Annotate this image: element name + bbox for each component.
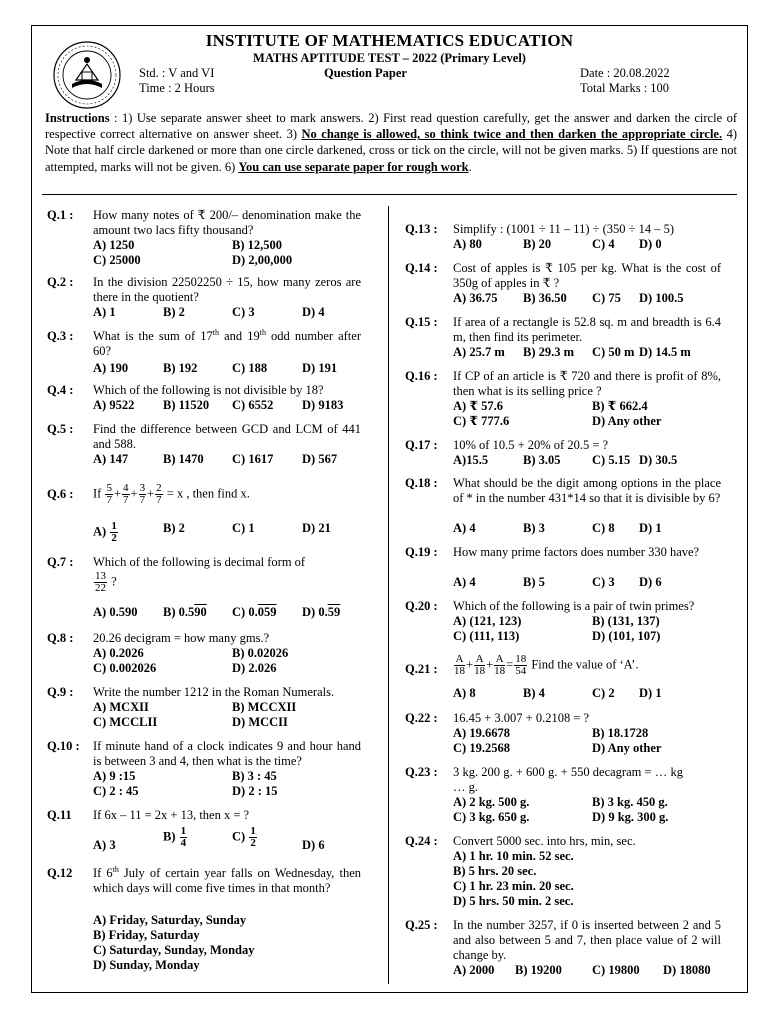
question-text-part: odd number after 60? — [93, 329, 361, 358]
question-text: 3 kg. 200 g. + 600 g. + 550 decagram = … kg … g. — [453, 765, 683, 794]
option-a: A) (121, 123) — [453, 614, 522, 628]
option-b: B) 1470 — [163, 452, 204, 466]
superscript: th — [259, 327, 266, 337]
option-d: D) 6 — [639, 575, 662, 589]
fraction — [474, 654, 485, 677]
superscript: th — [212, 327, 220, 337]
question-number: Q.15 : — [405, 315, 438, 329]
option-b: B) 36.50 — [523, 291, 567, 305]
fraction — [139, 483, 147, 506]
option-d: D) 1 — [639, 686, 662, 700]
question-text: 20.26 decigram = how many gms.? — [93, 631, 270, 645]
option-a: A) 36.75 — [453, 291, 498, 305]
option-a: A) 8 — [453, 686, 476, 700]
option-d: D) 6 — [302, 838, 325, 852]
option-c: C) 75 — [592, 291, 621, 305]
option-b: B) 3.05 — [523, 453, 561, 467]
option-d: D) Sunday, Monday — [93, 958, 200, 972]
question-text: If CP of an article is ₹ 720 and there is profit of 8%, then what is its selling price ? — [453, 369, 721, 398]
option-b: B) MCCXII — [232, 700, 297, 714]
question-text: 16.45 + 3.007 + 0.2108 = ? — [453, 711, 590, 725]
option-b — [163, 605, 207, 620]
numerator: A — [495, 653, 504, 665]
header-divider — [42, 194, 737, 195]
fraction — [249, 826, 257, 849]
question-text: Convert 5000 sec. into hrs, min, sec. — [453, 834, 636, 848]
denominator: 7 — [156, 494, 162, 506]
question-text: Find the difference between GCD and LCM of 441 and 588. — [93, 422, 361, 451]
instructions — [45, 110, 737, 175]
option-label: A) — [93, 524, 107, 539]
denominator: 4 — [180, 837, 187, 849]
fraction — [514, 654, 527, 677]
denominator: 7 — [139, 494, 146, 506]
option-c: C) 0.002026 — [93, 661, 157, 675]
repeating-digits: 59 — [327, 605, 341, 619]
question-number: Q.22 : — [405, 711, 438, 725]
total-marks-label: Total Marks : 100 — [580, 81, 670, 95]
option-a: A) 1 hr. 10 min. 52 sec. — [453, 849, 574, 863]
option-d: D) 2 : 15 — [232, 784, 278, 798]
option-d: D) 100.5 — [639, 291, 684, 305]
question-text: Which of the following is a pair of twin primes? — [453, 599, 695, 613]
question-number: Q.5 : — [47, 422, 74, 436]
option-a: A) 0.590 — [93, 605, 138, 619]
option-c: C) MCCLII — [93, 715, 158, 729]
standard-label: Std. : V and VI — [139, 66, 215, 80]
question-text: If area of a rectangle is 52.8 sq. m and breadth is 6.4 m, then find its perimeter. — [453, 315, 721, 344]
option-label: B) — [163, 829, 176, 844]
option-c: C) 19.2568 — [453, 741, 510, 755]
question-number: Q.16 : — [405, 369, 438, 383]
option-a: A) Friday, Saturday, Sunday — [93, 913, 247, 927]
option-text: D) 0. — [302, 605, 328, 619]
question-text-part: Find the value of ‘A’. — [528, 657, 639, 672]
option-b: B) 2 — [163, 305, 185, 319]
fraction — [180, 826, 188, 849]
option-b: B) 5 — [523, 575, 545, 589]
option-c: C) 3 — [592, 575, 615, 589]
option-a: A) 25.7 m — [453, 345, 505, 359]
option-text: C) 0. — [232, 605, 258, 619]
option-a: A) 19.6678 — [453, 726, 510, 740]
question-number: Q.17 : — [405, 438, 438, 452]
question-number: Q.19 : — [405, 545, 438, 559]
fraction — [105, 483, 113, 506]
fraction — [110, 521, 118, 544]
question-text: $\frac{A}{18}$ + $\frac{A}{18}$ + $\frac{A}{18}$ = $\frac{18}{54}$ Find the value of ‘A’. — [454, 653, 639, 677]
option-label: C) — [232, 829, 246, 844]
question-number: Q.2 : — [47, 275, 74, 289]
question-text: Simplify : (1001 ÷ 11 – 11) ÷ (350 ÷ 14 – 5) — [453, 222, 675, 236]
option-a: A) 9522 — [93, 398, 135, 412]
question-text: How many prime factors does number 330 have? — [453, 545, 700, 559]
question-number: Q.9 : — [47, 685, 74, 699]
question-number: Q.4 : — [47, 383, 74, 397]
instructions-text-1: : 1) Use separate answer sheet to mark answers. 2) First read question carefully, get the answer and darken the circle of respective correct alternative on answer sheet. 3) — [45, 111, 737, 142]
question-text: In the division 22502250 ÷ 15, how many zeros are there in the quotient? — [93, 275, 361, 304]
option-a: A) 3 — [93, 838, 116, 852]
question-text-part: and 19 — [219, 329, 260, 343]
option-d: D) 9183 — [302, 398, 344, 412]
option-b: B) 3 : 45 — [232, 769, 277, 783]
fraction — [494, 654, 505, 677]
option-d: D) 5 hrs. 50 min. 2 sec. — [453, 894, 574, 908]
question-number: Q.10 : — [47, 739, 80, 753]
question-number: Q.23 : — [405, 765, 438, 779]
option-c: C) 3 kg. 650 g. — [453, 810, 530, 824]
option-c — [232, 826, 258, 849]
option-c: C) 2 — [592, 686, 615, 700]
question-text: 10% of 10.5 + 20% of 20.5 = ? — [453, 438, 609, 452]
time-label: Time : 2 Hours — [139, 81, 215, 95]
fraction — [94, 571, 107, 594]
option-a: A) 0.2026 — [93, 646, 144, 660]
option-a: A) 147 — [93, 452, 129, 466]
option-d: D) 191 — [302, 361, 338, 375]
question-number: Q.25 : — [405, 918, 438, 932]
question-text: What should be the digit among options in the place of * in the number 431*14 so that it is divisible by 6? — [453, 476, 721, 505]
option-text: B) 0.5 — [163, 605, 195, 619]
numerator: 2 — [156, 482, 162, 494]
option-d: D) 1 — [639, 521, 662, 535]
option-d: D) MCCII — [232, 715, 288, 729]
instructions-emphasis-1: No change is allowed, so think twice and then darken the appropriate circle. — [301, 127, 723, 142]
date-label: Date : 20.08.2022 — [580, 66, 670, 80]
option-b — [163, 826, 188, 849]
option-b: B) 12,500 — [232, 238, 282, 252]
option-d: D) 0 — [639, 237, 662, 251]
option-d: D) 4 — [302, 305, 325, 319]
option-d: D) 567 — [302, 452, 338, 466]
option-b: B) 4 — [523, 686, 545, 700]
option-b: B) 5 hrs. 20 sec. — [453, 864, 537, 878]
option-a: A) 4 — [453, 575, 476, 589]
column-divider — [388, 206, 389, 984]
instructions-label: Instructions — [45, 111, 110, 125]
instructions-text-3: . — [468, 159, 472, 174]
question-text-part: July of certain year falls on Wednesday, then which days will come five times in that month? — [93, 866, 362, 895]
option-c: C) 19800 — [592, 963, 640, 977]
question-text — [93, 329, 361, 359]
option-a: A) 2 kg. 500 g. — [453, 795, 530, 809]
option-c: C) 5.15 — [592, 453, 631, 467]
option-c: C) 188 — [232, 361, 268, 375]
option-a: A) ₹ 57.6 — [453, 399, 504, 413]
option-c: C) ₹ 777.6 — [453, 414, 510, 428]
option-a — [93, 521, 119, 544]
question-number: Q.6 : — [47, 487, 74, 501]
question-number: Q.18 : — [405, 476, 438, 490]
option-b: B) 11520 — [163, 398, 210, 412]
superscript: th — [112, 864, 119, 874]
option-d: D) 9 kg. 300 g. — [592, 810, 669, 824]
repeating-digits: 90 — [194, 605, 207, 619]
question-number: Q.12 — [47, 866, 73, 880]
option-d: D) 21 — [302, 521, 331, 535]
question-text-part: = x , then find x. — [163, 486, 250, 501]
numerator: 18 — [515, 653, 527, 665]
option-d: D) Any other — [592, 741, 662, 755]
option-a: A) 1 — [93, 305, 116, 319]
option-a: A)15.5 — [453, 453, 489, 467]
numerator: 3 — [139, 482, 146, 494]
fraction — [155, 483, 163, 506]
option-c: C) 1617 — [232, 452, 274, 466]
test-subtitle: MATHS APTITUDE TEST – 2022 (Primary Level) — [253, 51, 526, 65]
option-c: C) 50 m — [592, 345, 635, 359]
option-b: B) 0.02026 — [232, 646, 289, 660]
option-d: D) 2.026 — [232, 661, 277, 675]
option-d: D) Any other — [592, 414, 662, 428]
option-a: A) 2000 — [453, 963, 495, 977]
question-text: Write the number 1212 in the Roman Numerals. — [93, 685, 335, 699]
option-a: A) 190 — [93, 361, 129, 375]
option-a: A) 4 — [453, 521, 476, 535]
option-b: B) 18.1728 — [592, 726, 649, 740]
option-c: C) 1 — [232, 521, 255, 535]
option-b: B) 19200 — [515, 963, 562, 977]
option-c: C) 3 — [232, 305, 255, 319]
denominator: 2 — [111, 532, 117, 544]
question-number: Q.8 : — [47, 631, 74, 645]
numerator: 1 — [111, 520, 117, 532]
paper-label: Question Paper — [324, 66, 407, 80]
denominator: 2 — [250, 837, 256, 849]
question-text-part: What is the sum of 17 — [93, 329, 213, 343]
denominator: 7 — [123, 494, 129, 506]
option-d: D) 14.5 m — [639, 345, 691, 359]
numerator: 5 — [106, 482, 112, 494]
option-d — [302, 605, 340, 620]
question-number: Q.11 — [47, 808, 72, 822]
option-d: D) 18080 — [663, 963, 711, 977]
option-c: C) 25000 — [93, 253, 141, 267]
question-text: How many notes of ₹ 200/– denomination make the amount two lacs fifty thousand? — [93, 208, 361, 237]
option-d: D) (101, 107) — [592, 629, 661, 643]
numerator: 4 — [123, 482, 129, 494]
option-c: C) (111, 113) — [453, 629, 520, 643]
question-text: Cost of apples is ₹ 105 per kg. What is the cost of 350g of apples in ₹ ? — [453, 261, 721, 290]
option-c: C) 1 hr. 23 min. 20 sec. — [453, 879, 574, 893]
option-b: B) 29.3 m — [523, 345, 575, 359]
question-text-part: If 6 — [93, 866, 113, 880]
instructions-text-2: 4) Note that half circle darkened or more than one circle darkened, cross or tick on the circle, will not be given marks. 5) If questions are not attempted, marks will not be given. 6) — [45, 127, 737, 174]
question-number: Q.24 : — [405, 834, 438, 848]
denominator: 7 — [106, 494, 112, 506]
question-number: Q.20 : — [405, 599, 438, 613]
option-b: B) 3 kg. 450 g. — [592, 795, 668, 809]
question-number: Q.21 : — [405, 662, 438, 676]
option-b: B) 3 — [523, 521, 545, 535]
question-number: Q.14 : — [405, 261, 438, 275]
question-number: Q.1 : — [47, 208, 74, 222]
option-c: C) 6552 — [232, 398, 274, 412]
question-text: If minute hand of a clock indicates 9 and hour hand is between 3 and 4, then what is the time? — [93, 739, 361, 768]
denominator: 18 — [494, 665, 506, 677]
option-b: B) 20 — [523, 237, 552, 251]
denominator: 18 — [454, 665, 465, 677]
repeating-digits: 059 — [257, 605, 277, 619]
fraction — [454, 654, 465, 677]
option-c: C) Saturday, Sunday, Monday — [93, 943, 255, 957]
question-text: Which of the following is not divisible by 18? — [93, 383, 324, 397]
numerator: 13 — [95, 570, 106, 582]
option-a: A) MCXII — [93, 700, 149, 714]
question-fraction — [93, 571, 117, 594]
option-c — [232, 605, 276, 620]
option-d: D) 2,00,000 — [232, 253, 293, 267]
question-text — [93, 866, 361, 896]
option-c: C) 4 — [592, 237, 615, 251]
option-d: D) 30.5 — [639, 453, 678, 467]
instructions-emphasis-2: You can use separate paper for rough work — [238, 159, 469, 174]
option-a: A) 9 :15 — [93, 769, 136, 783]
numerator: A — [475, 653, 484, 665]
question-mark: ? — [111, 574, 117, 589]
institute-title: INSTITUTE OF MATHEMATICS EDUCATION — [205, 31, 574, 50]
option-a: A) 1250 — [93, 238, 135, 252]
fraction — [122, 483, 130, 506]
question-number: Q.7 : — [47, 555, 74, 569]
numerator: 1 — [250, 825, 256, 837]
question-text: Which of the following is decimal form of — [93, 555, 306, 569]
denominator: 18 — [474, 665, 486, 677]
question-number: Q.3 : — [47, 329, 74, 343]
question-text: If $\frac{5}{7}$ + $\frac{4}{7}$ + $\frac{3}{7}$ + $\frac{2}{7}$ = x , then find x. — [93, 482, 250, 506]
option-b: B) ₹ 662.4 — [592, 399, 648, 413]
option-b: B) 2 — [163, 521, 185, 535]
denominator: 22 — [95, 582, 106, 594]
question-number: Q.13 : — [405, 222, 438, 236]
question-paper — [31, 25, 748, 993]
denominator: 54 — [515, 665, 527, 677]
question-text: In the number 3257, if 0 is inserted between 2 and 5 and also between 5 and 7, then place value of 2 will change by. — [453, 918, 721, 962]
option-b: B) (131, 137) — [592, 614, 660, 628]
option-b: B) Friday, Saturday — [93, 928, 200, 942]
question-text: If 6x – 11 = 2x + 13, then x = ? — [93, 808, 250, 822]
question-text-part: If — [93, 486, 102, 501]
option-b: B) 192 — [163, 361, 198, 375]
option-c: C) 2 : 45 — [93, 784, 139, 798]
numerator: 1 — [180, 825, 187, 837]
option-c: C) 8 — [592, 521, 615, 535]
option-a: A) 80 — [453, 237, 482, 251]
numerator: A — [455, 653, 464, 665]
